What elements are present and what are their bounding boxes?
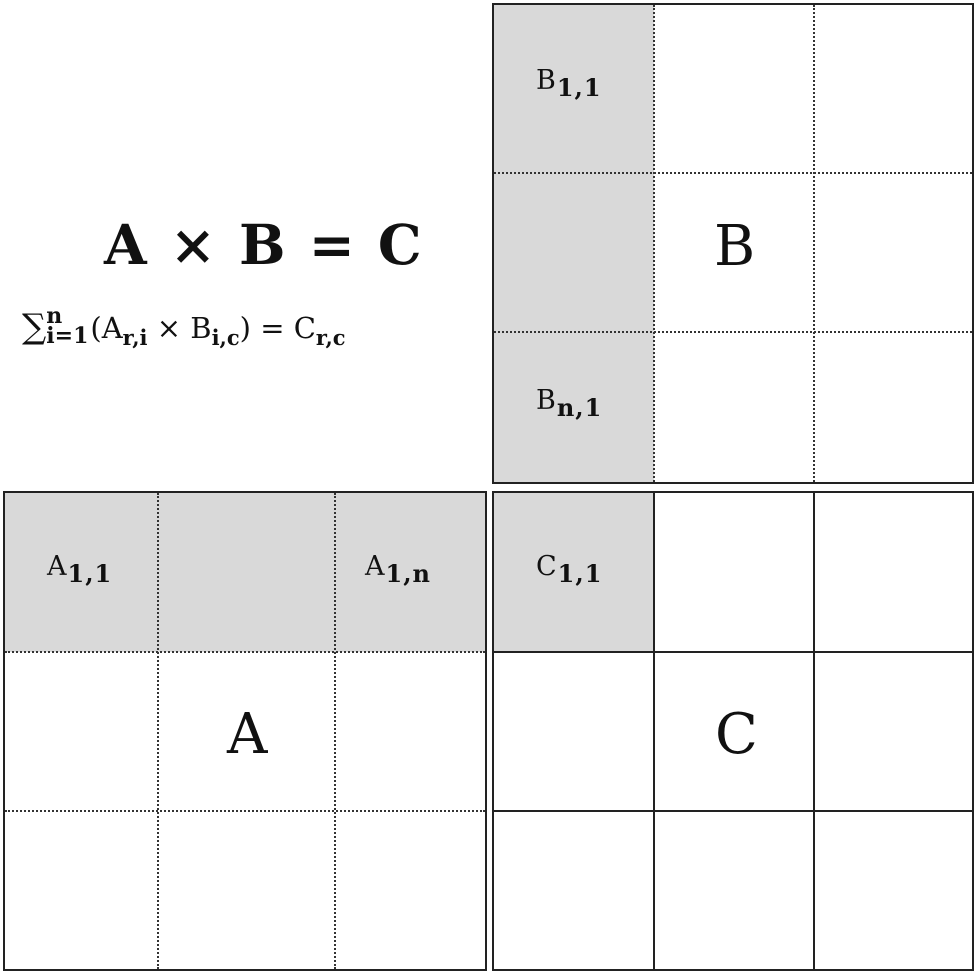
cell-letter: A bbox=[47, 551, 68, 582]
matrix-c-cell-1-1-label bbox=[536, 551, 603, 588]
formula-c: C bbox=[293, 311, 316, 345]
matrix-c-gridline bbox=[813, 493, 815, 969]
matrix-a bbox=[3, 491, 487, 971]
matrix-a-gridline bbox=[157, 493, 159, 969]
formula-a: A bbox=[101, 311, 123, 345]
summation-formula bbox=[22, 303, 346, 350]
matrix-a-name: A bbox=[227, 702, 268, 767]
matrix-c-gridline bbox=[494, 810, 972, 812]
cell-subscript: 1,n bbox=[385, 559, 432, 588]
equation-main: A × B = C bbox=[104, 212, 424, 277]
matrix-c-gridline bbox=[653, 493, 655, 969]
formula-close-paren: ) bbox=[239, 311, 251, 345]
matrix-c bbox=[492, 491, 974, 971]
cell-subscript: 1,1 bbox=[557, 559, 603, 588]
matrix-b-gridline bbox=[813, 5, 815, 482]
sum-lower-limit: i=1 bbox=[46, 323, 89, 349]
cell-subscript: 1,1 bbox=[556, 73, 602, 102]
cell-letter: C bbox=[536, 551, 558, 582]
sum-symbol: ∑ bbox=[22, 307, 47, 347]
matrix-b-cell-1-1-label bbox=[536, 65, 602, 102]
matrix-b-name: B bbox=[714, 214, 756, 279]
cell-subscript: n,1 bbox=[556, 393, 603, 422]
cell-letter: B bbox=[536, 385, 557, 416]
formula-open-paren: ( bbox=[90, 311, 102, 345]
matrix-b-cell-n-1-label bbox=[536, 385, 603, 422]
formula-times: × bbox=[156, 311, 182, 345]
matrix-b bbox=[492, 3, 974, 484]
formula-c-sub: r,c bbox=[315, 325, 346, 350]
matrix-a-cell-1-n-label bbox=[365, 551, 432, 588]
matrix-c-gridline bbox=[494, 651, 972, 653]
matrix-b-gridline bbox=[494, 331, 972, 333]
matrix-a-cell-1-1-label bbox=[47, 551, 113, 588]
matrix-b-gridline bbox=[653, 5, 655, 482]
sum-upper-limit: n bbox=[46, 303, 63, 329]
formula-a-sub: r,i bbox=[122, 325, 148, 350]
matrix-c-name: C bbox=[715, 702, 758, 767]
matrix-a-gridline bbox=[5, 810, 485, 812]
formula-equals: = bbox=[260, 311, 285, 345]
formula-b-sub: i,c bbox=[211, 325, 240, 350]
formula-b: B bbox=[190, 311, 212, 345]
cell-subscript: 1,1 bbox=[67, 559, 113, 588]
matrix-a-gridline bbox=[5, 651, 485, 653]
cell-letter: B bbox=[536, 65, 557, 96]
matrix-a-gridline bbox=[334, 493, 336, 969]
matrix-b-gridline bbox=[494, 172, 972, 174]
cell-letter: A bbox=[365, 551, 386, 582]
sum-limits bbox=[46, 303, 89, 349]
